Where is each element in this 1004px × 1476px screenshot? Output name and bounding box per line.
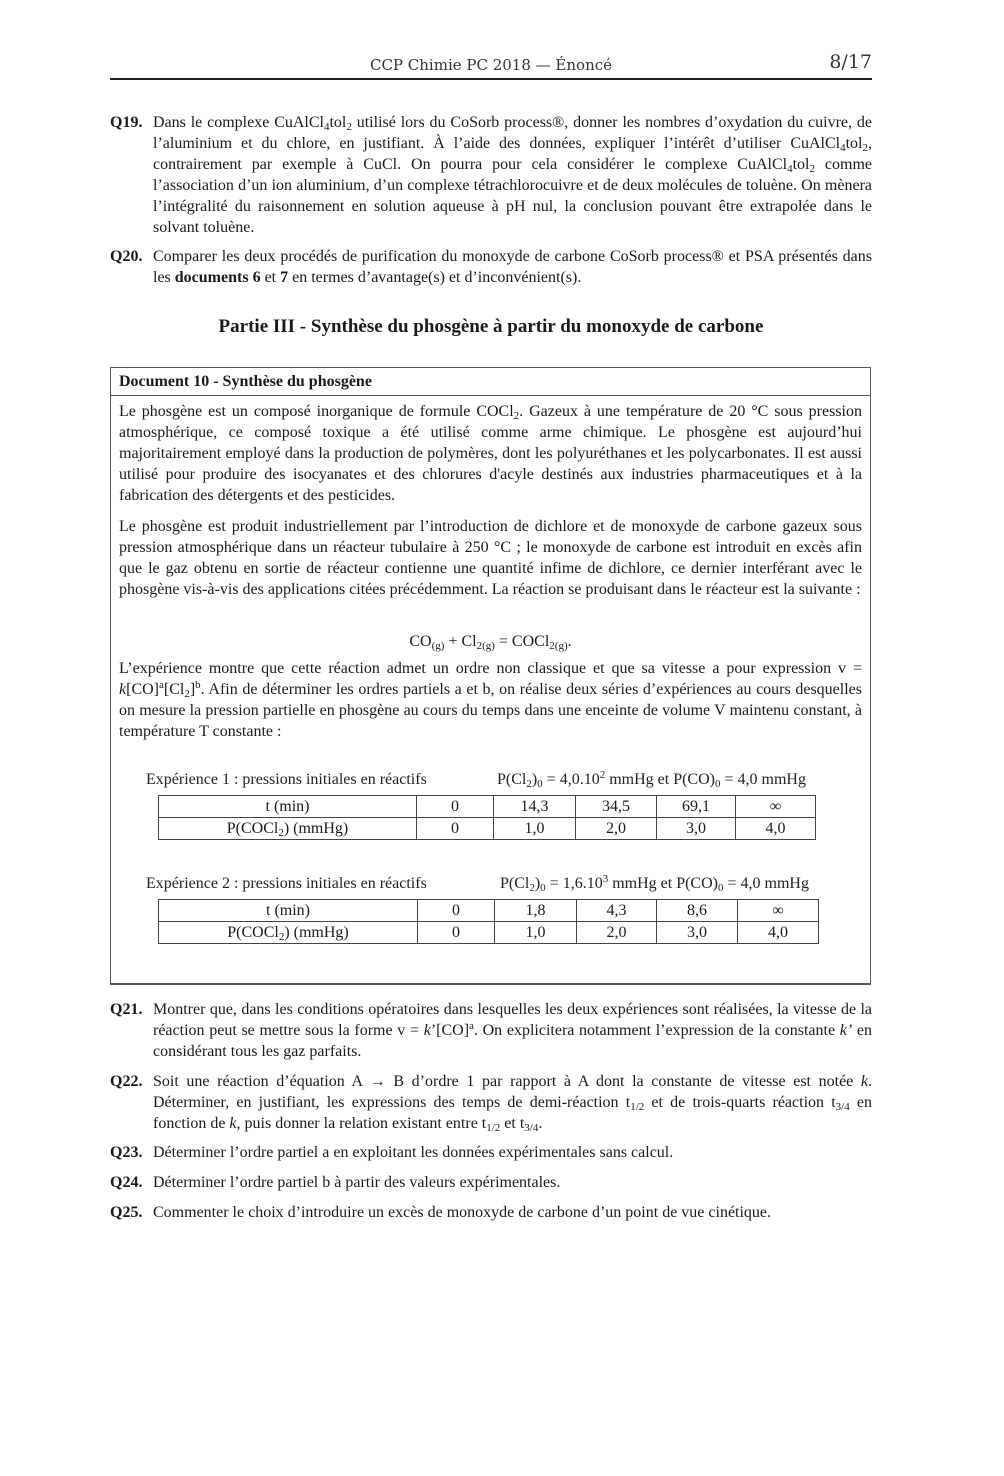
question-number: Q25. xyxy=(110,1204,143,1221)
question-20 xyxy=(110,246,872,288)
table-cell: 2,0 xyxy=(576,818,657,840)
question-number: Q22. xyxy=(110,1073,143,1090)
question-text: Dans le complexe CuAlCl$_4$tol$_2$ utilisé lors du CoSorb process®, donner les nombres d’oxydation du cuivre, de l’aluminium et du chlore, en justifiant. À l’aide des données, expliquer l’intérêt d’utiliser CuAlCl$_4$tol$_2$, contrairement par exemple à CuCl. On pourra pour cela considérer le complexe CuAlCl$_4$tol$_2$ comme l’association d’un ion aluminium, d’un complexe tétrachlorocuivre et de deux molécules de toluène. On mènera l’intégralité du raisonnement en solution aqueuse à pH nul, la conclusion pouvant être extrapolée dans le solvant toluène. xyxy=(153,114,872,236)
question-text: Montrer que, dans les conditions opératoires dans lesquelles les deux expériences sont réalisées, la vitesse de la réaction peut se mettre sous la forme v = k’[CO]$^a$. On explicitera notamment l’expression de la constante k’ en considérant tous les gaz parfaits. xyxy=(153,1001,872,1060)
table-cell: 0 xyxy=(418,922,495,944)
table-cell: 0 xyxy=(418,900,495,922)
table-cell: 8,6 xyxy=(657,900,738,922)
table-cell: 0 xyxy=(417,796,494,818)
table-cell: 1,0 xyxy=(495,922,577,944)
question-25 xyxy=(110,1202,872,1223)
question-number: Q23. xyxy=(110,1144,143,1161)
part-title: Partie III - Synthèse du phosgène à partir du monoxyde de carbone xyxy=(218,316,764,337)
table-cell: ∞ xyxy=(738,900,819,922)
page-header xyxy=(110,52,872,80)
question-21 xyxy=(110,999,872,1062)
row-label: P(COCl$_2$) (mmHg) xyxy=(159,922,418,944)
experiment-1-table xyxy=(158,795,816,840)
row-label: t (min) xyxy=(159,796,417,818)
table-cell: 4,0 xyxy=(738,922,819,944)
table-cell: 4,0 xyxy=(736,818,816,840)
table-cell: 34,5 xyxy=(576,796,657,818)
table-row-pressure xyxy=(159,922,819,944)
table-cell: 0 xyxy=(417,818,494,840)
question-23 xyxy=(110,1142,872,1163)
experiment-1-label: Expérience 1 : pressions initiales en réactifs xyxy=(146,771,427,788)
question-text: Déterminer l’ordre partiel a en exploitant les données expérimentales sans calcul. xyxy=(153,1144,674,1161)
table-cell: ∞ xyxy=(736,796,816,818)
reaction-equation: $CO_{(g)} + Cl_{2(g)}$ = COCl$_{2(g)}$. xyxy=(409,633,572,652)
experiment-2-label: Expérience 2 : pressions initiales en réactifs xyxy=(146,875,427,892)
question-text: Déterminer l’ordre partiel b à partir des valeurs expérimentales. xyxy=(153,1174,561,1191)
question-text: Soit une réaction d’équation A → B d’ordre 1 par rapport à A dont la constante de vitesse est notée k. Déterminer, en justifiant, les expressions des temps de demi-réaction $t_{1/2}$ et de trois-quarts réaction $t_{3/4}$ en fonction de k, puis donner la relation existant entre $t_{1/2}$ et $t_{3/4}$. xyxy=(153,1073,873,1134)
table-cell: 3,0 xyxy=(657,818,736,840)
question-number: Q20. xyxy=(110,248,143,265)
question-19 xyxy=(110,112,872,238)
experiment-2-conditions: $P(Cl_2)_0 = 1,6.10^3$ mmHg et $P(CO)_0 = 4,0$ mmHg xyxy=(500,873,809,894)
table-cell: 3,0 xyxy=(657,922,738,944)
question-number: Q24. xyxy=(110,1174,143,1191)
row-label: P(COCl$_2$) (mmHg) xyxy=(159,818,417,840)
table-cell: 4,3 xyxy=(577,900,657,922)
question-number: Q19. xyxy=(110,114,143,131)
row-label: t (min) xyxy=(159,900,418,922)
table-cell: 14,3 xyxy=(494,796,576,818)
question-text: Commenter le choix d’introduire un excès de monoxyde de carbone d’un point de vue cinétique. xyxy=(153,1204,772,1221)
table-cell: 69,1 xyxy=(657,796,736,818)
document-10-box xyxy=(110,367,871,985)
experiment-1-conditions: $P(Cl_2)_0 = 4,0.10^2$ mmHg et $P(CO)_0 = 4,0$ mmHg xyxy=(497,769,806,790)
header-title: CCP Chimie PC 2018 — Énoncé xyxy=(369,56,613,74)
question-22 xyxy=(110,1071,872,1134)
document-paragraph-1: Le phosgène est un composé inorganique de formule COCl$_2$. Gazeux à une température de 20 °C sous pression atmosphérique, ce composé toxique a été utilisé comme arme chimique. Le phosgène est aujourd’hui majoritairement employé dans la production de polymères, dont les polyuréthanes et les polycarbonates. Il est aussi utilisé pour produire des isocyanates et des chlorures d'acyle destinés aux industries pharmaceutiques et à la fabrication des détergents et des pesticides. xyxy=(119,403,862,504)
table-row-pressure xyxy=(159,818,816,840)
table-row-time xyxy=(159,900,819,922)
table-cell: 2,0 xyxy=(577,922,657,944)
document-title: Document 10 - Synthèse du phosgène xyxy=(111,368,870,396)
table-cell: 1,0 xyxy=(494,818,576,840)
page-number: 8/17 xyxy=(829,51,872,73)
experiment-2-table xyxy=(158,899,819,944)
table-row-time xyxy=(159,796,816,818)
question-24 xyxy=(110,1172,872,1193)
document-paragraph-3: L’expérience montre que cette réaction admet un ordre non classique et que sa vitesse a pour expression $v = k[CO]^a[Cl_2]^b$. Afin de déterminer les ordres partiels a et b, on réalise deux séries d’expériences au cours desquelles on mesure la pression partielle en phosgène au cours du temps dans une enceinte de volume V maintenu constant, à température T constante : xyxy=(119,660,862,740)
question-number: Q21. xyxy=(110,1001,143,1018)
question-text: Comparer les deux procédés de purification du monoxyde de carbone CoSorb process® et PSA présentés dans les documents 6 et 7 en termes d’avantage(s) et d’inconvénient(s). xyxy=(153,248,872,286)
document-paragraph-2: Le phosgène est produit industriellement par l’introduction de dichlore et de monoxyde de carbone gazeux sous pression atmosphérique dans un réacteur tubulaire à 250 °C ; le monoxyde de carbone est introduit en excès afin que le gaz obtenu en sortie de réacteur contienne une quantité infime de dichlore, ce dernier interférant avec le phosgène vis-à-vis des applications citées précédemment. La réaction se produisant dans le réacteur est la suivante : xyxy=(119,518,862,598)
table-cell: 1,8 xyxy=(495,900,577,922)
